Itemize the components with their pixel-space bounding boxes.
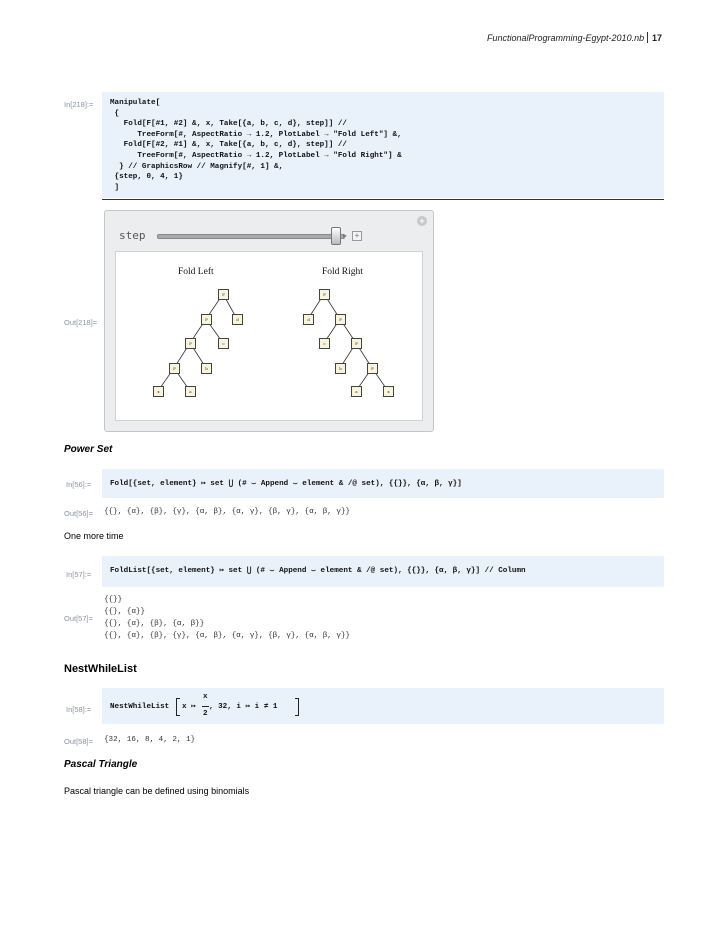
tree-node: b <box>201 363 212 374</box>
plot-area <box>115 251 423 421</box>
tree-node: d <box>303 314 314 325</box>
tree-node: F <box>201 314 212 325</box>
tree-node: F <box>319 289 330 300</box>
notebook-title: FunctionalProgramming-Egypt-2010.nb <box>487 33 645 43</box>
step-label: step <box>119 229 146 242</box>
in57-label: In[57]:= <box>66 570 92 579</box>
tree-node: x <box>153 386 164 397</box>
bracket-open <box>176 698 180 716</box>
bracket-close <box>295 698 299 716</box>
in58-rest: , 32, i ↦ i ≠ 1 <box>209 703 278 711</box>
out57-line: {{}, {α}} <box>104 608 146 616</box>
in218-label: In[218]:= <box>64 100 94 109</box>
tree-node: F <box>367 363 378 374</box>
in58-arg-var: x ↦ <box>182 703 196 711</box>
cell-divider <box>102 199 664 200</box>
nestwhilelist-heading: NestWhileList <box>64 663 137 675</box>
options-plus-icon[interactable]: + <box>417 216 427 226</box>
fold-left-title: Fold Left <box>178 267 214 277</box>
in58-numerator: x <box>203 693 208 701</box>
in218-code: Manipulate[ { Fold[F[#1, #2] &, x, Take[{a, b, c, d}, step]] // TreeForm[#, AspectRatio → 1.2, PlotLabel → "Fold Left"] &, Fold[F[#2, #1] &, x, Take[{a, b, c, d}, step]] // TreeForm[#, AspectRatio → 1.2, PlotLabel → "Fold Right"] & } // GraphicsRow // Magnify[#, 1] &, {step, 0, 4, 1} ] <box>110 99 402 192</box>
in58-label: In[58]:= <box>66 705 92 714</box>
in58-denominator: 2 <box>203 710 208 718</box>
out58-label: Out[58]= <box>64 737 93 746</box>
page-number: 17 <box>652 33 663 43</box>
step-slider-track[interactable] <box>157 234 345 239</box>
in56-code: Fold[{set, element} ↦ set ⋃ (# ⌣ Append ⌣ element & /@ set), {{}}, {α, β, γ}] <box>110 480 462 488</box>
in58-input-cell[interactable] <box>102 688 664 724</box>
tree-node: d <box>232 314 243 325</box>
tree-node: c <box>218 338 229 349</box>
in56-input-cell[interactable] <box>102 469 664 498</box>
tree-node: F <box>185 338 196 349</box>
pascal-heading: Pascal Triangle <box>64 759 138 770</box>
tree-node: F <box>169 363 180 374</box>
tree-node: a <box>185 386 196 397</box>
in57-code: FoldList[{set, element} ↦ set ⋃ (# ⌣ Append ⌣ element & /@ set), {{}}, {α, β, γ}] // Column <box>110 567 526 575</box>
tree-node: x <box>383 386 394 397</box>
out57-line: {{}} <box>104 596 123 604</box>
out56-label: Out[56]= <box>64 509 93 518</box>
manipulate-panel <box>104 210 434 432</box>
tree-node: F <box>218 289 229 300</box>
in58-prefix: NestWhileList <box>110 703 170 711</box>
one-more-time-text: One more time <box>64 531 124 541</box>
out57-line: {{}, {α}, {β}, {γ}, {α, β}, {α, γ}, {β, γ}, {α, β, γ}} <box>104 632 351 640</box>
tree-node: a <box>351 386 362 397</box>
out57-line: {{}, {α}, {β}, {α, β}} <box>104 620 205 628</box>
out56-result: {{}, {α}, {β}, {γ}, {α, β}, {α, γ}, {β, γ}, {α, β, γ}} <box>104 508 351 516</box>
fraction-bar <box>202 706 209 707</box>
step-slider-thumb[interactable] <box>331 227 341 245</box>
out57-label: Out[57]= <box>64 614 93 623</box>
pascal-text: Pascal triangle can be defined using binomials <box>64 786 250 796</box>
out218-label: Out[218]= <box>64 318 98 327</box>
in57-input-cell[interactable] <box>102 556 664 587</box>
expand-plus-icon[interactable]: + <box>352 231 362 241</box>
power-set-heading: Power Set <box>64 444 113 455</box>
out58-result: {32, 16, 8, 4, 2, 1} <box>104 736 196 744</box>
tree-node: F <box>351 338 362 349</box>
fold-right-title: Fold Right <box>322 267 363 277</box>
in56-label: In[56]:= <box>66 480 92 489</box>
slider-arrow-icon: ▸ <box>343 231 348 240</box>
tree-node: F <box>335 314 346 325</box>
in218-input-cell[interactable] <box>102 92 664 198</box>
header-separator <box>647 32 648 43</box>
tree-node: b <box>335 363 346 374</box>
tree-node: c <box>319 338 330 349</box>
